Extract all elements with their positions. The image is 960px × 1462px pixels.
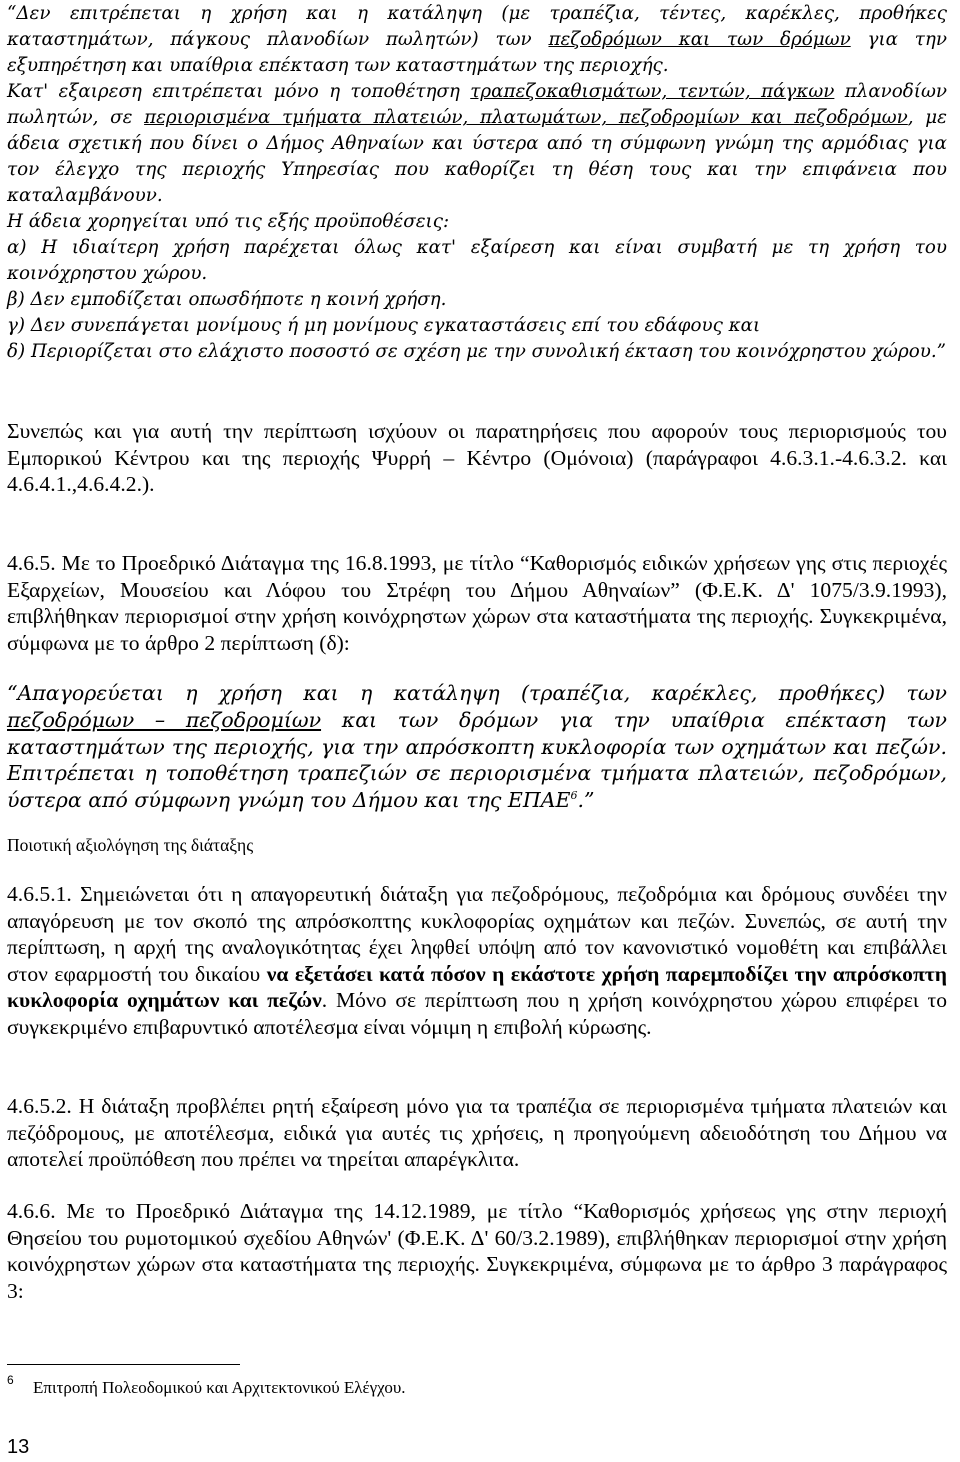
footnote-number: 6 [7, 1373, 14, 1387]
section-heading-text: Ποιοτική αξιολόγηση της διάταξης [7, 835, 254, 855]
paragraph-4-6-5-2 [7, 1093, 947, 1173]
paragraph-4-6-5-2-text: 4.6.5.2. Η διάταξη προβλέπει ρητή εξαίρεση μόνο για τα τραπέζια σε περιορισμένα τμήματα πλατειών και πεζόδρομους, με αποτέλεσμα, ειδικά για αυτές τις χρήσεις, η προηγούμενη αδειοδότηση του Δήμου να αποτελεί προϋπόθεση που πρέπει να τηρείται απαρέγκλιτα. [7, 1094, 947, 1172]
paragraph-4-6-5-1-bold: να εξετάσει κατά πόσον η εκάστοτε χρήση παρεμποδίζει την απρόσκοπτη κυκλοφορία οχημάτων και πεζών [7, 961, 947, 1013]
quote-block-1 [7, 1, 947, 365]
condition-b: β) Δεν εμποδίζεται οπωσδήποτε η κοινή χρήση. [7, 289, 447, 310]
paragraph-4-6-6 [7, 1198, 947, 1304]
exception-text-end: , με άδεια σχετική που δίνει ο Δήμος Αθηναίων και ύστερα από τη σύμφωνη γνώμη της αρμόδιας για τον έλεγχο της περιοχής Υπηρεσίας που καθορίζει τη θέση τους και την επιφάνεια που καταλαμβάνουν. [7, 107, 947, 206]
exception-underlined-1: τραπεζοκαθισμάτων, τεντών, πάγκων [470, 81, 835, 102]
exception-underlined-2: περιορισμένα τμήματα πλατειών, πλατωμάτων, πεζοδρομίων και πεζοδρόμων [144, 107, 908, 128]
paragraph-4-6-5-1-end: . Μόνο σε περίπτωση που η χρήση κοινόχρηστου χώρου επιφέρει το συγκεκριμένο επιβαρυντικό αποτέλεσμα είναι νόμιμη η επιβολή κύρωσης. [7, 988, 947, 1039]
section-heading [7, 834, 253, 856]
paragraph-4-6-5-1 [7, 881, 947, 1041]
exception-text-mid: πλανοδίων πωλητών, σε [7, 81, 948, 128]
footnote-separator [7, 1364, 240, 1365]
quote1-text: “Δεν επιτρέπεται η χρήση και η κατάληψη (με τραπέζια, τέντες, καρέκλες, προθήκες καταστημάτων, πάγκους πλανοδίων πωλητών) των [7, 3, 947, 50]
paragraph-4-6-6-text: 4.6.6. Με το Προεδρικό Διάταγμα της 14.12.1989, με τίτλο “Καθορισμός χρήσεως γης στην περιοχή Θησείου του ρυμοτομικού σχεδίου Αθηνών' (Φ.Ε.Κ. Δ' 60/3.2.1989), επιβλήθηκαν περιορισμοί στην χρήση κοινόχρηστων χώρων στα καταστήματα της περιοχής. Συγκεκριμένα, σύμφωνα με το άρθρο 3 παράγραφος 3: [7, 1199, 947, 1303]
quote2-underlined: πεζοδρόμων – πεζοδρομίων [7, 707, 322, 732]
quote2-text-end: και των δρόμων για την υπαίθρια επέκταση των καταστημάτων της περιοχής, για την απρόσκοπτη κυκλοφορία των οχημάτων και πεζών. Επιτρέπεται η τοποθέτηση τραπεζιών σε περιορισμένα τμήματα πλατειών, πεζοδρόμων, ύστερα από σύμφωνη γνώμη του Δήμου και της ΕΠΑΕ [7, 707, 948, 813]
paragraph-consequence-text: Συνεπώς και για αυτή την περίπτωση ισχύουν οι παρατηρήσεις που αφορούν τους περιορισμούς του Εμπορικού Κέντρου και της περιοχής Ψυρρή – Κέντρο (Ομόνοια) (παράγραφοι 4.6.3.1.-4.6.3.2. και 4.6.4.1.,4.6.4.2.). [7, 419, 947, 497]
footnote-text: Επιτροπή Πολεοδομικού και Αρχιτεκτονικού Ελέγχου. [33, 1378, 406, 1397]
footnote-ref: 6 [570, 789, 578, 803]
quote2-text: “Απαγορεύεται η χρήση και η κατάληψη (τραπέζια, καρέκλες, προθήκες) των [7, 681, 947, 705]
quote-block-2 [7, 680, 947, 814]
quote1-paragraph-exception [7, 79, 947, 209]
paragraph-4-6-5-1-text [7, 881, 947, 1041]
condition-a: α) Η ιδιαίτερη χρήση παρέχεται όλως κατ' εξαίρεση και είναι συμβατή με τη χρήση του κοινόχρηστου χώρου. [7, 237, 947, 284]
paragraph-consequence [7, 418, 947, 498]
conditions-intro: Η άδεια χορηγείται υπό τις εξής προϋποθέσεις: [7, 211, 450, 232]
quote2-paragraph [7, 680, 947, 814]
condition-c: γ) Δεν συνεπάγεται μονίμους ή μη μονίμους εγκαταστάσεις επί του εδάφους και [7, 315, 761, 336]
page-number: 13 [7, 1436, 30, 1458]
paragraph-4-6-5-text: 4.6.5. Με το Προεδρικό Διάταγμα της 16.8.1993, με τίτλο “Καθορισμός ειδικών χρήσεων γης στις περιοχές Εξαρχείων, Μουσείου και Λόφου του Στρέφη του Δήμου Αθηναίων” (Φ.Ε.Κ. Δ' 1075/3.9.1993), επιβλήθηκαν περιορισμοί στην χρήση κοινόχρηστων χώρων στα καταστήματα της περιοχής. Συγκεκριμένα, σύμφωνα με το άρθρο 2 περίπτωση (δ): [7, 551, 947, 655]
quote2-close: .” [577, 788, 595, 813]
paragraph-4-6-5 [7, 550, 947, 656]
condition-d: δ) Περιορίζεται στο ελάχιστο ποσοστό σε σχέση με την συνολική έκταση του κοινόχρηστου χώρου.” [7, 341, 946, 362]
paragraph-4-6-5-1-start: 4.6.5.1. Σημειώνεται ότι η απαγορευτική διάταξη για πεζοδρόμους, πεζοδρόμια και δρόμους συνδέει την απαγόρευση με τον σκοπό της απρόσκοπτης κυκλοφορίας οχημάτων και πεζών. Συνεπώς, σε αυτή την περίπτωση, η αρχή της αναλογικότητας έχει ληφθεί υπόψη από τον κανονιστικό νομοθέτη και επιβάλλει στον εφαρμοστή του δικαίου [7, 882, 947, 986]
quote1-underlined: πεζοδρόμων και των δρόμων [548, 29, 851, 50]
quote1-text-end: για την εξυπηρέτηση και υπαίθρια επέκταση των καταστημάτων της περιοχής. [7, 29, 947, 76]
exception-text: Κατ' εξαιρεση επιτρέπεται μόνο η τοποθέτηση [7, 81, 471, 102]
quote1-paragraph-intro [7, 1, 947, 79]
